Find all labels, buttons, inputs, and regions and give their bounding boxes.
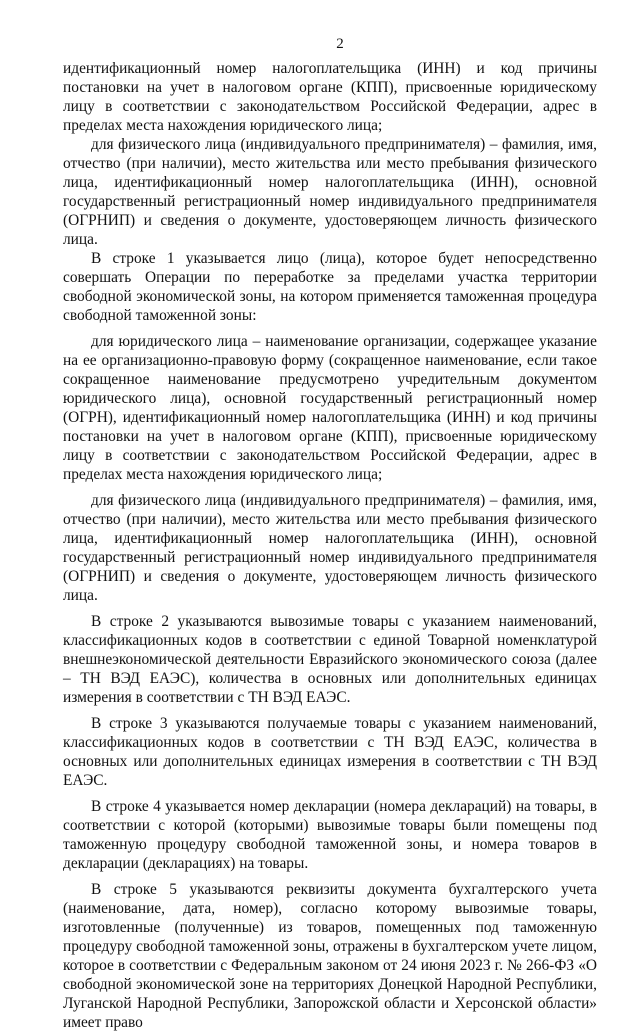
- paragraph-line-4: В строке 4 указывается номер декларации (номера деклараций) на товары, в соответствии с которой (которыми) вывозимые товары были помещены под таможенную процедуру свободной таможенной зоны, и номера товаров в декларации (декларациях) на товары.: [63, 798, 597, 872]
- paragraph-line-5: В строке 5 указываются реквизиты документа бухгалтерского учета (наименование, дата, номер), согласно которому вывозимые товары, изготовленные (полученные) из товаров, помещенных под таможенную процедуру свободной таможенной зоны, отражены в бухгалтерском учете лицом, которое в соответствии с Федеральным законом от 24 июня 2023 г. № 266-ФЗ «О свободной экономической зоне на территориях Донецкой Народной Республики, Луганской Народной Республики, Запорожской области и Херсонской области» имеет право: [63, 881, 597, 1031]
- document-body: [63, 59, 597, 1032]
- paragraph-individual-entrepreneur: для физического лица (индивидуального предпринимателя) – фамилия, имя, отчество (при наличии), место жительства или место пребывания физического лица, идентификационный номер налогоплательщика (ИНН), основной государственный регистрационный номер индивидуального предпринимателя (ОГРНИП) и сведения о документе, удостоверяющем личность физического лица.: [63, 136, 597, 248]
- paragraph-line-2: В строке 2 указываются вывозимые товары с указанием наименований, классификационных кодов в соответствии с единой Товарной номенклатурой внешнеэкономической деятельности Евразийского экономического союза (далее – ТН ВЭД ЕАЭС), количества в основных или дополнительных единицах измерения в соответствии с ТН ВЭД ЕАЭС.: [63, 613, 597, 706]
- paragraph-inn-kpp-continuation: идентификационный номер налогоплательщика (ИНН) и код причины постановки на учет в налоговом органе (КПП), присвоенные юридическому лицу в соответствии с законодательством Российской Федерации, адрес в пределах места нахождения юридического лица;: [63, 60, 597, 134]
- paragraph-line-1: В строке 1 указывается лицо (лица), которое будет непосредственно совершать Операции по переработке за пределами участка территории свободной экономической зоны, на котором применяется таможенная процедура свободной таможенной зоны:: [63, 250, 597, 324]
- paragraph-line-3: В строке 3 указываются получаемые товары с указанием наименований, классификационных кодов в соответствии с ТН ВЭД ЕАЭС, количества в основных или дополнительных единицах измерения в соответствии с ТН ВЭД ЕАЭС.: [63, 715, 597, 789]
- page-number: 2: [336, 36, 344, 52]
- paragraph-legal-entity: для юридического лица – наименование организации, содержащее указание на ее организационно-правовую форму (сокращенное наименование, если такое сокращенное наименование предусмотрено учредительным документом юридического лица), основной государственный регистрационный номер (ОГРН), идентификационный номер налогоплательщика (ИНН) и код причины постановки на учет в налоговом органе (КПП), присвоенные юридическому лицу в соответствии с законодательством Российской Федерации, адрес в пределах места нахождения юридического лица;: [63, 333, 597, 483]
- paragraph-individual-entrepreneur-2: для физического лица (индивидуального предпринимателя) – фамилия, имя, отчество (при наличии), место жительства или место пребывания физического лица, идентификационный номер налогоплательщика (ИНН), основной государственный регистрационный номер индивидуального предпринимателя (ОГРНИП) и сведения о документе, удостоверяющем личность физического лица.: [63, 492, 597, 604]
